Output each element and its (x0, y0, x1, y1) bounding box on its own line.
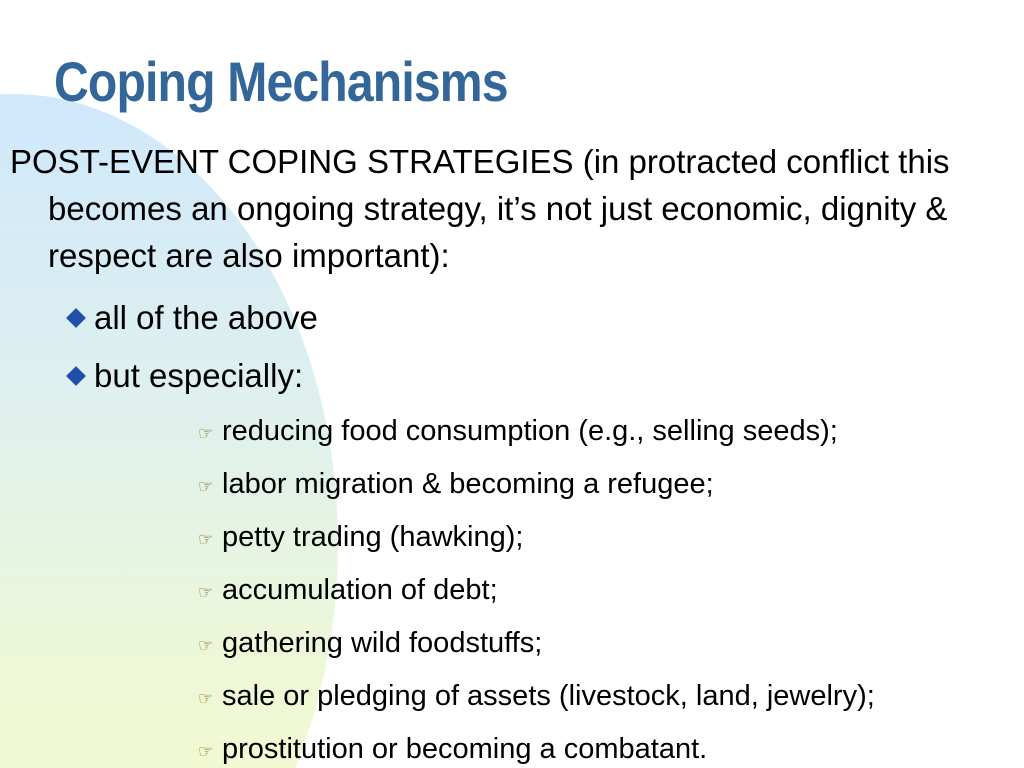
diamond-bullet-icon (66, 366, 86, 386)
sub-bullet-text: gathering wild foodstuffs; (222, 627, 543, 659)
pointing-hand-icon: ☞ (198, 477, 214, 496)
sub-bullet-text: petty trading (hawking); (222, 521, 524, 553)
pointing-hand-icon: ☞ (198, 636, 214, 655)
sub-bullet-text: accumulation of debt; (222, 574, 498, 606)
sub-bullet-text: sale or pledging of assets (livestock, land, jewelry); (222, 680, 875, 712)
pointing-hand-icon: ☞ (198, 689, 214, 708)
sub-bullet-item (94, 511, 1010, 564)
slide-title: Coping Mechanisms (54, 50, 508, 113)
slide-body (10, 138, 1010, 768)
sub-bullet-item (94, 458, 1010, 511)
bullet-list (10, 289, 1010, 768)
sub-bullet-item (94, 617, 1010, 670)
sub-bullet-list (94, 405, 1010, 768)
sub-bullet-item (94, 670, 1010, 723)
pointing-hand-icon: ☞ (198, 530, 214, 549)
intro-paragraph: POST-EVENT COPING STRATEGIES (in protracted conflict this becomes an ongoing strategy, it’s not just economic, dignity & respect are also important): (10, 143, 950, 274)
bullet-item (10, 347, 1010, 768)
pointing-hand-icon: ☞ (198, 742, 214, 761)
sub-bullet-text: labor migration & becoming a refugee; (222, 468, 714, 500)
sub-bullet-item (94, 405, 1010, 458)
bullet-text: all of the above (94, 299, 318, 336)
bullet-text: but especially: (94, 357, 304, 394)
bullet-item (10, 289, 1010, 347)
sub-bullet-item (94, 723, 1010, 768)
sub-bullet-text: prostitution or becoming a combatant. (222, 733, 708, 765)
sub-bullet-item (94, 564, 1010, 617)
sub-bullet-text: reducing food consumption (e.g., selling seeds); (222, 415, 838, 447)
pointing-hand-icon: ☞ (198, 583, 214, 602)
diamond-bullet-icon (66, 308, 86, 328)
pointing-hand-icon: ☞ (198, 424, 214, 443)
